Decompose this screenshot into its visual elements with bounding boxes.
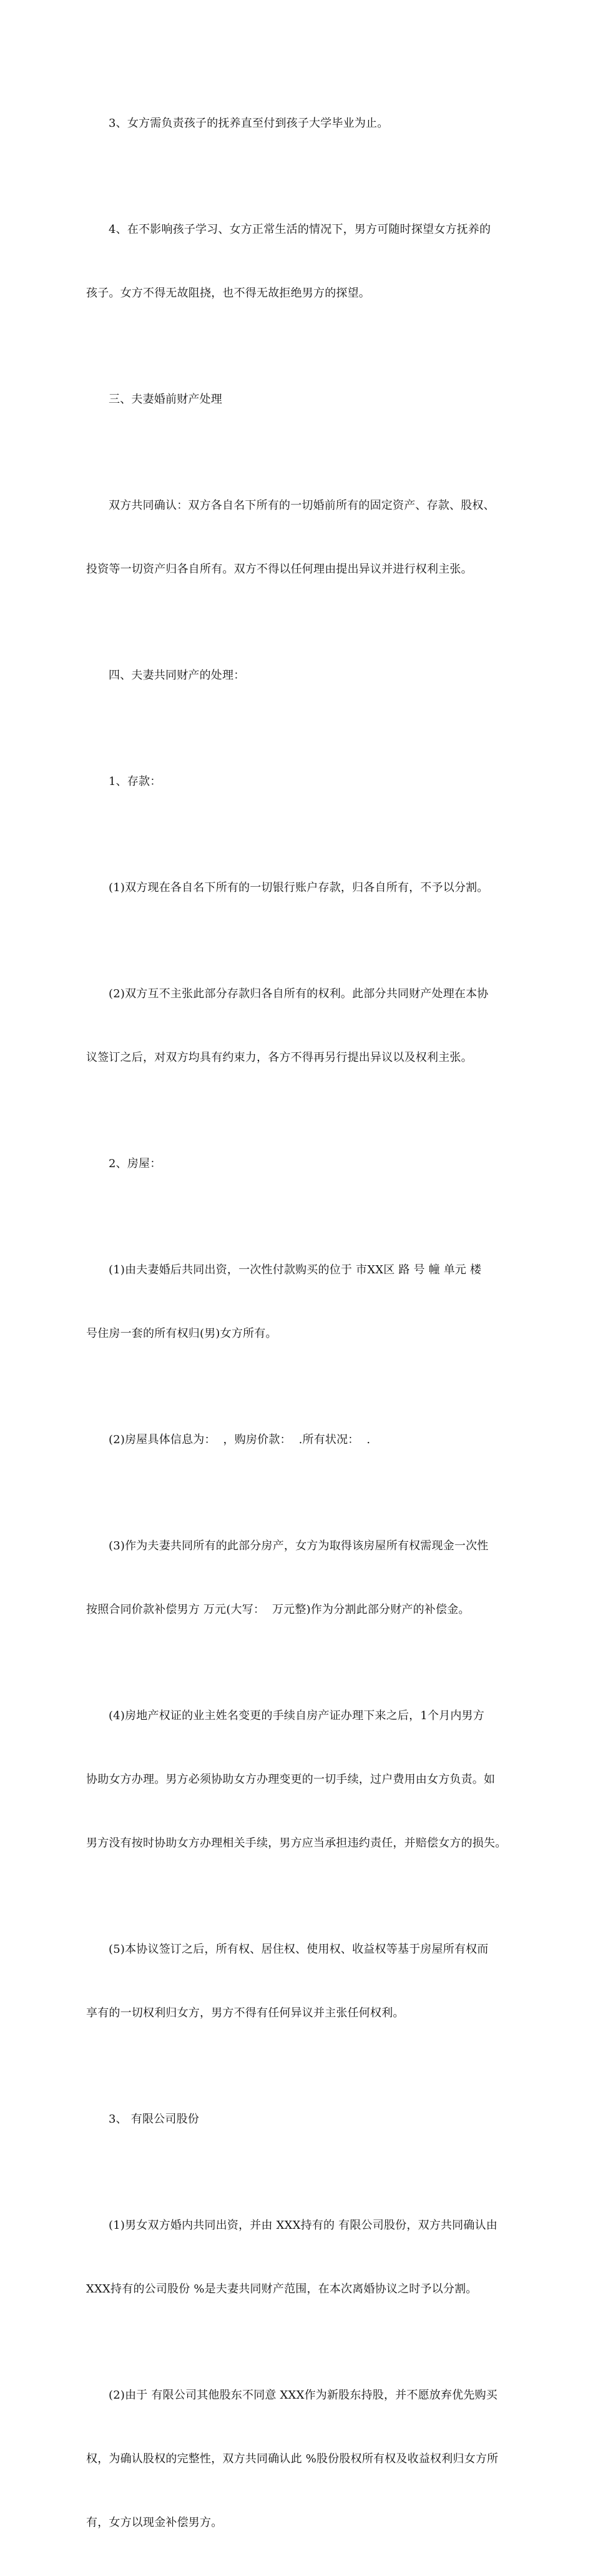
text-line: (1)由夫妻婚后共同出资，一次性付款购买的位于 市XX区 路 号 幢 单元 楼 (109, 1263, 482, 1276)
clause-housing-2 (86, 1387, 511, 1493)
text-line: (2)双方互不主张此部分存款归各自所有的权利。此部分共同财产处理在本协 (109, 987, 489, 1000)
text-line: 男方没有按时协助女方办理相关手续，男方应当承担违约责任，并赔偿女方的损失。 (86, 1837, 507, 1850)
text-line: 按照合同价款补偿男方 万元(大写： 万元整)作为分割此部分财产的补偿金。 (86, 1603, 470, 1616)
text-line: 协助女方办理。男方必须协助女方办理变更的一切手续，过户费用由女方负责。如 (86, 1773, 496, 1786)
clause-housing-4 (86, 1663, 511, 1897)
document-body (86, 71, 511, 2576)
text-line: (3)作为夫妻共同所有的此部分房产，女方为取得该房屋所有权需现金一次性 (109, 1539, 489, 1552)
text-line: 1、存款： (109, 775, 162, 788)
text-line: 号住房一套的所有权归(男)女方所有。 (86, 1327, 277, 1340)
text-line: (1)双方现在各自名下所有的一切银行账户存款，归各自所有，不予以分割。 (109, 881, 489, 894)
text-line: 2、房屋： (109, 1157, 162, 1170)
text-line: 3、女方需负责孩子的抚养直至付到孩子大学毕业为止。 (109, 117, 389, 130)
text-line: XXX持有的公司股份 %是夫妻共同财产范围，在本次离婚协议之时予以分割。 (86, 2282, 478, 2296)
clause-shares-1 (86, 2173, 511, 2342)
clause-deposits-1 (86, 835, 511, 941)
text-line: 议签订之后，对双方均具有约束力，各方不得再另行提出异议以及权利主张。 (86, 1051, 473, 1064)
text-line: (4)房地产权证的业主姓名变更的手续自房产证办理下来之后，1个月内男方 (109, 1709, 484, 1722)
text-line: (2)由于 有限公司其他股东不同意 XXX作为新股东持股，并不愿放弃优先购买 (109, 2389, 497, 2402)
paragraph-premarital-property-confirmation (86, 453, 511, 623)
text-line: (2)房屋具体信息为： ，购房价款： .所有状况： . (109, 1433, 371, 1446)
section-heading-joint-property (86, 623, 511, 729)
text-line: 3、 有限公司股份 (109, 2113, 199, 2126)
paragraph-visitation-rights (86, 177, 511, 347)
text-line: 投资等一切资产归各自所有。双方不得以任何理由提出异议并进行权利主张。 (86, 563, 473, 576)
text-line: 双方共同确认：双方各自名下所有的一切婚前所有的固定资产、存款、股权、 (109, 499, 495, 512)
text-line: 享有的一切权利归女方，男方不得有任何异议并主张任何权利。 (86, 2006, 404, 2020)
text-line: 4、在不影响孩子学习、女方正常生活的情况下，男方可随时探望女方抚养的 (109, 223, 491, 236)
paragraph-child-support-until-graduation (86, 71, 511, 177)
subheading-deposits (86, 729, 511, 835)
section-heading-premarital-property (86, 347, 511, 453)
clause-housing-3 (86, 1493, 511, 1663)
subheading-housing (86, 1111, 511, 1217)
text-line: 三、夫妻婚前财产处理 (109, 393, 222, 406)
clause-deposits-2 (86, 941, 511, 1111)
text-line: (5)本协议签订之后，所有权、居住权、使用权、收益权等基于房屋所有权而 (109, 1943, 489, 1956)
clause-housing-1 (86, 1217, 511, 1387)
text-line: 有，女方以现金补偿男方。 (86, 2516, 223, 2529)
text-line: 权，为确认股权的完整性，双方共同确认此 %股份股权所有权及收益权利归女方所 (86, 2452, 499, 2465)
subheading-company-shares (86, 2066, 511, 2173)
text-line: 四、夫妻共同财产的处理： (109, 669, 245, 682)
text-line: (1)男女双方婚内共同出资，并由 XXX持有的 有限公司股份，双方共同确认由 (109, 2219, 497, 2232)
text-line: 孩子。女方不得无故阻挠，也不得无故拒绝男方的探望。 (86, 287, 370, 300)
clause-shares-2 (86, 2342, 511, 2576)
clause-housing-5 (86, 1897, 511, 2066)
